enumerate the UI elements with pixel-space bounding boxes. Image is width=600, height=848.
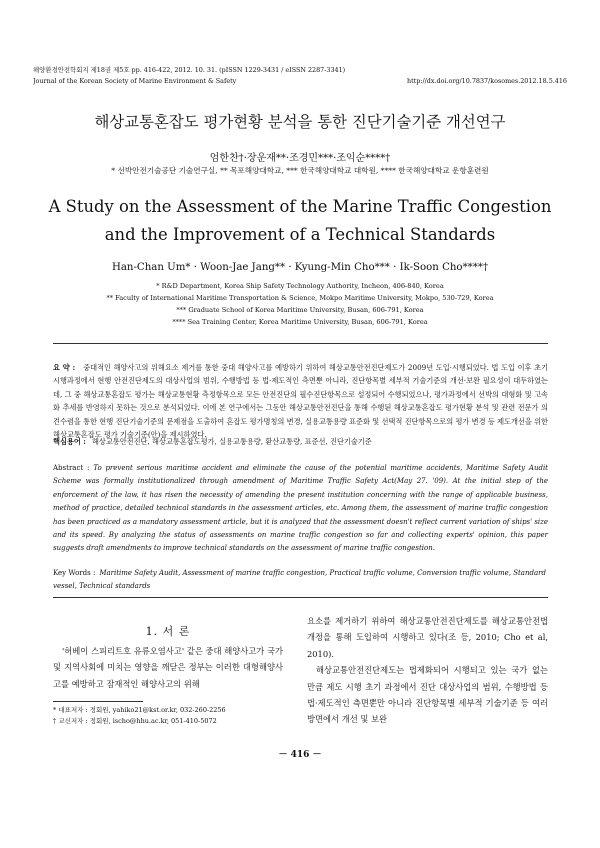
abstract-en (53, 462, 548, 556)
paper-title-ko: 해상교통혼잡도 평가현황 분석을 통한 진단기술기준 개선연구 (94, 113, 506, 131)
body-paragraph: 요소를 제거하기 위하여 해상교통안전진단제도를 해상교통안전법 개정을 통해 도입하여 시행하고 있다(조 등, 2010; Cho et al, 2010). (307, 616, 548, 659)
body-paragraph: 해상교통안전진단제도는 법제화되어 시행되고 있는 국가 없는 만큼 제도 시행 초기 과정에서 진단 대상사업의 범위, 수행방법 등 법·제도적인 측면뿐만 아니라 진단항목별 세부적 기술기준 등 여러 방면에서 개선 및 보완 (307, 665, 548, 725)
footnote-first-author: † 교신저자 : 정회원, ischo@hhu.ac.kr, 051-410-5072 (53, 717, 217, 725)
body-column-right (307, 613, 548, 728)
paper-title-en-line2: and the Improvement of a Technical Standards (104, 225, 496, 244)
abstract-ko-text: 중대적인 해양사고의 위해요소 제거를 통한 중대 해양사고를 예방하기 위하여 해상교통안전진단제도가 2009년 도입·시행되었다. 법 도입 이후 초기 시행과정에서 현행 안전진단제도의 대상사업의 범위, 수행방법 등 법·제도적인 측면뿐 아니라, 진단항목별 세부적 기술기준의 개선·보완 필요성이 대두하였는데, 그 중 해상교통혼잡도 평가는 해상교통현황 측정항목으로 모든 안전진단의 필수진단항목으로 설정되어 수행되었으나, 평가과정에서 선박의 대형화 및 고속화 추세를 반영하지 못하는 것으로 분석되었다. 이에 본 연구에서는 그동안 해상교통안전진단을 통해 수행된 해상교통혼잡도 평가현황 분석 및 관련 전문가 의견수렴을 통한 현행 진단기술기준의 문제점을 도출하여 혼잡도 평가명칭의 변경, 실용교통용량 표준화 및 선택적 진단항목으로의 평가 변경 등 제도개선을 위한 해상교통혼잡도 평가 기술기준(안)을 제시하였다. (53, 363, 549, 440)
affiliation-en: *** Graduate School of Korea Maritime University, Busan, 606-791, Korea (176, 306, 424, 314)
affiliation-en: * R&D Department, Korea Ship Safety Technology Authority, Incheon, 406-840, Korea (156, 282, 444, 290)
divider (53, 597, 548, 598)
page-number: － 416 － (278, 750, 322, 760)
authors-en: Han-Chan Um* · Woon-Jae Jang** · Kyung-Min Cho*** · Ik-Soon Cho****† (111, 262, 489, 273)
journal-header-en (33, 77, 567, 86)
section-heading: 1. 서 론 (145, 625, 191, 638)
affiliation-en: ** Faculty of International Maritime Transportation & Science, Mokpo Maritime University, Mokpo, 530-729, Korea (106, 294, 494, 302)
footnote-corresponding: * 대표저자 : 정회원, yahiko21@kst.or.kr, 032-260-2256 (53, 706, 226, 714)
abstract-en-text: To prevent serious maritime accident and eliminate the cause of the potential maritime accidents, Maritime Safety Audit Scheme was formally institutionalized through amendment of Maritime Traffic Safety Act(May 27. '09). At the initial step of the enforcement of the law, it has risen the necessity of amending the present institution concerning with the range of applicable business, method of practice, detailed technical standards in the assessment articles, etc. Among them, the assessment of marine traffic congestion has been practiced as a mandatory assessment article, but it is analyzed that the assessment doesn't reflect current variation of ships' size and its speed. By analyzing the status of assessments on marine traffic congestion so far and collecting experts' opinion, this paper suggests draft amendments to improve technical standards on the assessment of marine traffic congestion. (53, 464, 548, 553)
affiliations-ko: * 선박안전기술공단 기술연구실, ** 목포해양대학교, *** 한국해양대학교 대학원, **** 한국해양대학교 운항훈련원 (111, 166, 489, 175)
authors-ko: 엄한찬†·장운재**·조경민***·조익순****† (209, 153, 391, 164)
journal-header-ko: 해양환경안전학회지 제18권 제5호 pp. 416-422, 2012. 10. 31. (pISSN 1229-3431 / eISSN 2287-3341) (33, 66, 346, 74)
divider (53, 343, 548, 344)
keywords-ko-label: 핵심용어 : (53, 437, 86, 446)
keywords-en (53, 567, 548, 593)
keywords-en-text: Maritime Safety Audit, Assessment of marine traffic congestion, Practical traffic volume, Conversion traffic volume, Standard vessel, Technical standards (53, 569, 546, 590)
affiliation-en: **** Sea Training Center, Korea Maritime University, Busan, 606-791, Korea (172, 318, 428, 326)
abstract-en-label: Abstract : (53, 464, 90, 472)
abstract-ko-label: 요 약 : (53, 363, 76, 372)
abstract-ko (53, 361, 548, 441)
paper-title-en-line1: A Study on the Assessment of the Marine Traffic Congestion (48, 197, 552, 216)
body-paragraph: '허베이 스피리트호 유류오염사고' 같은 중대 해양사고가 국가 및 지역사회에 미치는 영향을 깨닫은 정부는 이러한 대형해양사고를 예방하고 잠재적인 해양사고의 위해 (53, 646, 283, 689)
keywords-ko (53, 437, 548, 447)
journal-name-en: Journal of the Korean Society of Marine Environment & Safety (33, 77, 237, 85)
keywords-en-label: Key Words : (53, 569, 96, 577)
keywords-ko-text: 해상교통안전진단, 해상교통혼잡도평가, 실용교통용량, 환산교통량, 표준선, 진단기술기준 (91, 437, 372, 446)
footnote-divider (53, 701, 143, 702)
body-column-left (53, 643, 283, 692)
doi-link[interactable]: http://dx.doi.org/10.7837/kosomes.2012.18.5.416 (406, 77, 567, 85)
